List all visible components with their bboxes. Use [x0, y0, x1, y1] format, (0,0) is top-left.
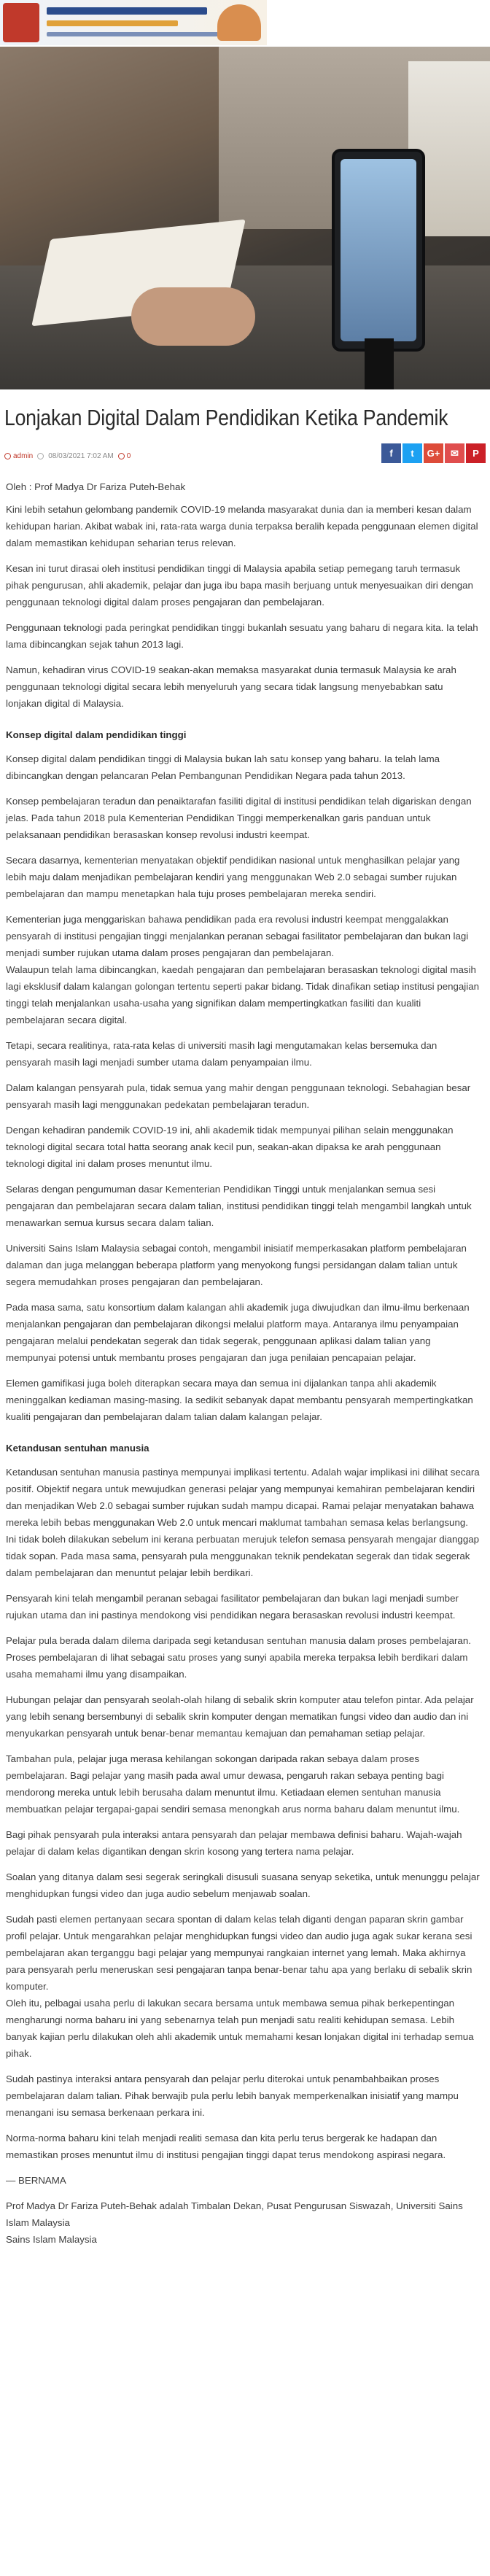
hero-shape	[341, 159, 416, 341]
paragraph: Norma-norma baharu kini telah menjadi realiti semasa dan kita perlu terus bergerak ke hadapan dan memastikan proses menuntut ilmu di institusi pengajian tinggi dapat terus mendokong aspirasi negara.	[6, 2133, 446, 2160]
paragraph: Elemen gamifikasi juga boleh diterapkan secara maya dan semua ini dijalankan tanpa ahli akademik meninggalkan kediaman masing-masing. Ia sedikit sebanyak dapat membantu pensyarah mempertingkatkan kualiti pengajaran dan pembelajaran dalam talian dalam kalangan pelajar.	[6, 1378, 473, 1422]
comment-count[interactable]	[118, 452, 131, 460]
hero-shape	[131, 287, 255, 346]
header-banner[interactable]	[0, 0, 267, 45]
banner-stripe	[47, 7, 207, 15]
paragraph: Oleh itu, pelbagai usaha perlu di lakukan secara bersama untuk membawa semua pihak berkepentingan mengharungi norma baharu ini yang sebenarnya telah pun menjadi satu realiti kehidupan semasa. Lebih banyak kajian perlu dilakukan oleh ahli akademik untuk memahami kesan lonjakan digital ini terhadap semua pihak.	[6, 1998, 474, 2059]
banner-logo	[3, 3, 39, 42]
featured-image	[0, 47, 490, 389]
author-bio: Prof Madya Dr Fariza Puteh-Behak adalah Timbalan Dekan, Pusat Pengurusan Siswazah, Universiti Sains Islam Malaysia	[6, 2200, 463, 2228]
banner-stripe	[47, 20, 178, 26]
pinterest-share-button[interactable]: P	[466, 443, 486, 463]
hero-shape	[332, 149, 425, 352]
comment-count-value[interactable]: 0	[126, 452, 131, 460]
paragraph: Tetapi, secara realitinya, rata-rata kelas di universiti masih lagi mengutamakan kelas bersemuka dan pensyarah masih lagi menjadi sumber utama dalam penyampaian ilmu.	[6, 1040, 438, 1068]
paragraph: Pelajar pula berada dalam dilema daripada segi ketandusan sentuhan manusia dalam proses pembelajaran. Proses pembelajaran di lihat sebagai satu proses yang sunyi apabila mereka terpaksa lebih berdikari dalam usaha memahami ilmu yang disampaikan.	[6, 1635, 471, 1680]
googleplus-share-button[interactable]: G+	[424, 443, 443, 463]
hero-shape	[365, 338, 394, 389]
paragraph: Kini lebih setahun gelombang pandemik COVID-19 melanda masyarakat dunia dan ia memberi kesan dalam kehidupan harian. Akibat wabak ini, rata-rata warga dunia terpaksa beralih kepada penggunaan elemen digital dalam memastikan kehidupan seharian terus relevan.	[6, 504, 478, 548]
user-icon	[4, 453, 11, 459]
clock-icon	[37, 453, 44, 459]
section-heading: Konsep digital dalam pendidikan tinggi	[6, 729, 187, 740]
paragraph: Sudah pasti elemen pertanyaan secara spontan di dalam kelas telah diganti dengan paparan skrin gambar profil pelajar. Untuk mengarahkan pelajar menghidupkan fungsi video dan audio juga agak sukar kerana sesi pembelajaran akan terganggu bagi pelajar yang mempunyai rangkaian internet yang lemah. Maka akhirnya para pensyarah perlu meneruskan sesi pengajaran tanpa benar-benar tahu apa yang berlaku di sebalik skrin komputer.	[6, 1914, 472, 1992]
paragraph: Soalan yang ditanya dalam sesi segerak seringkali disusuli suasana senyap seketika, untuk menunggu pelajar menghidupkan fungsi video dan juga audio sebelum menjawab soalan.	[6, 1871, 480, 1899]
banner-stripe	[47, 32, 222, 36]
comment-icon	[118, 453, 125, 459]
author-bio: Sains Islam Malaysia	[6, 2234, 97, 2245]
paragraph: Walaupun telah lama dibincangkan, kaedah pengajaran dan pembelajaran berasaskan teknologi digital masih lagi eksklusif dalam kalangan golongan tertentu seperti pakar bidang. Tidak dinafikan setiap institusi pengajian tinggi telah menjalankan usaha-usaha yang signifikan dalam mempertingkatkan fasiliti dan kualiti pembelajaran secara digital.	[6, 964, 480, 1025]
author-link[interactable]	[4, 452, 33, 460]
paragraph: Pada masa sama, satu konsortium dalam kalangan ahli akademik juga diwujudkan dan ilmu-ilmu berkenaan menjalankan pengajaran dan pembelajaran dikongsi melalui platform maya. Antaranya ilmu penyampaian pengajaran melalui pendekatan segerak dan tidak segerak, penggunaan aplikasi dalam talian yang mempunyai potensi untuk membantu proses pengajaran dan juga penilaian pencapaian pelajar.	[6, 1302, 470, 1363]
paragraph: Dengan kehadiran pandemik COVID-19 ini, ahli akademik tidak mempunyai pilihan selain menggunakan teknologi digital secara total hatta seorang anak kecil pun, seakan-akan dipaksa ke arah penggunaan teknologi digital ini dalam proses menuntut ilmu.	[6, 1125, 454, 1169]
paragraph: Kementerian juga menggariskan bahawa pendidikan pada era revolusi industri keempat menggalakkan pensyarah di institusi pengajian tinggi menjalankan peranan sebagai fasilitator pembelajaran dan bukan lagi menjadi sumber rujukan utama dalam proses pengajaran dan pembelajaran.	[6, 914, 469, 958]
paragraph: Konsep digital dalam pendidikan tinggi di Malaysia bukan lah satu konsep yang baharu. Ia telah lama dibincangkan dengan pelancaran Pelan Pembangunan Pendidikan Negara pada tahun 2013.	[6, 753, 440, 781]
paragraph: Dalam kalangan pensyarah pula, tidak semua yang mahir dengan penggunaan teknologi. Sebahagian besar pensyarah masih lagi menggunakan pedekatan pembelajaran teradun.	[6, 1082, 471, 1110]
paragraph: Sudah pastinya interaksi antara pensyarah dan pelajar perlu diterokai untuk penambahbaikan proses pembelajaran dalam talian. Pihak berwajib pula perlu lebih banyak memperkenalkan inisiatif yang mampu menangani isu semasa berkenaan perkara ini.	[6, 2073, 459, 2118]
banner-figure	[217, 4, 261, 41]
paragraph: Secara dasarnya, kementerian menyatakan objektif pendidikan nasional untuk menghasilkan pelajar yang lebih maju dalam menjadikan pembelajaran kendiri yang menggunakan Web 2.0 sebagai sumber rujukan pembelajaran dan mampu menetapkan hala tuju proses pembelajaran mereka sendiri.	[6, 855, 460, 899]
paragraph: Pensyarah kini telah mengambil peranan sebagai fasilitator pembelajaran dan bukan lagi menjadi sumber rujukan utama dan ini pastinya mendokong visi pendidikan negara berasaskan revolusi industri keempat.	[6, 1593, 459, 1621]
author-name[interactable]: admin	[13, 452, 34, 460]
post-datetime: 08/03/2021 7:02 AM	[48, 452, 114, 460]
paragraph: Penggunaan teknologi pada peringkat pendidikan tinggi bukanlah sesuatu yang baharu di negara kita. Ia telah lama dibincangkan sejak tahun 2013 lagi.	[6, 622, 478, 650]
paragraph: Selaras dengan pengumuman dasar Kementerian Pendidikan Tinggi untuk menjalankan semua sesi pengajaran dan pembelajaran secara dalam talian, institusi pendidikan tinggi telah mengambil langkah untuk menawarkan semua kursus secara dalam talian.	[6, 1184, 472, 1228]
paragraph: Hubungan pelajar dan pensyarah seolah-olah hilang di sebalik skrin komputer atau telefon pintar. Ada pelajar yang lebih senang bersembunyi di sebalik skrin komputer dengan mematikan fungsi video dan audio dan ini menyukarkan pensyarah untuk benar-benar memantau kemajuan dan pemahaman setiap pelajar.	[6, 1694, 474, 1739]
paragraph: Konsep pembelajaran teradun dan penaiktarafan fasiliti digital di institusi pendidikan telah digariskan dengan jelas. Pada tahun 2018 pula Kementerian Pendidikan Tinggi memperkenalkan garis panduan untuk pelaksanaan pendidikan berasaskan konsep revolusi industri keempat.	[6, 796, 472, 840]
paragraph: Namun, kehadiran virus COVID-19 seakan-akan memaksa masyarakat dunia termasuk Malaysia ke arah penggunaan teknologi digital secara lebih menyeluruh yang secara tidak langsung menyebabkan satu lonjakan digital di Malaysia.	[6, 664, 456, 709]
facebook-share-button[interactable]: f	[381, 443, 401, 463]
twitter-share-button[interactable]: t	[402, 443, 422, 463]
byline: Oleh : Prof Madya Dr Fariza Puteh-Behak	[6, 481, 186, 492]
paragraph: Universiti Sains Islam Malaysia sebagai contoh, mengambil inisiatif memperkasakan platform pembelajaran dalaman dan juga melanggan beberapa platform yang menyokong fungsi persidangan dalam talian untuk segera memudahkan proses pengajaran dan pembelajaran.	[6, 1243, 467, 1287]
article-meta	[4, 452, 131, 460]
section-heading: Ketandusan sentuhan manusia	[6, 1443, 149, 1454]
share-bar	[381, 443, 486, 463]
article-title: Lonjakan Digital Dalam Pendidikan Ketika Pandemik	[4, 405, 448, 430]
paragraph: Ketandusan sentuhan manusia pastinya mempunyai implikasi tertentu. Adalah wajar implikasi ini dilihat secara positif. Objektif negara untuk mewujudkan generasi pelajar yang mempunyai kemahiran pembelajaran kendiri dan menjadikan Web 2.0 sebagai sumber rujukan sudah mampu dicapai. Ramai pelajar menyatakan bahawa mereka lebih bebas menggunakan Web 2.0 untuk mencari maklumat tambahan semasa kelas berlangsung. Ini tidak boleh dilakukan sebelum ini kerana perbuatan merujuk telefon semasa pensyarah mengajar dianggap tidak sopan. Pada masa sama, pensyarah pula menggunakan teknik pendekatan segerak dan tidak segerak dalam pembelajaran dan menuntut pelajar lebih berdikari.	[6, 1467, 480, 1578]
source-credit: — BERNAMA	[6, 2175, 66, 2186]
paragraph: Bagi pihak pensyarah pula interaksi antara pensyarah dan pelajar membawa definisi baharu. Wajah-wajah pelajar di dalam kelas digantikan dengan skrin kosong yang tertera nama pelajar.	[6, 1829, 462, 1857]
paragraph: Tambahan pula, pelajar juga merasa kehilangan sokongan daripada rakan sebaya dalam proses pembelajaran. Bagi pelajar yang masih pada awal umur dewasa, pengaruh rakan sebaya penting bagi mendorong mereka untuk lebih berusaha dalam menuntut ilmu. Ketiadaan elemen sentuhan manusia membuatkan pelajar tergapai-gapai sendiri semasa menongkah arus norma baharu dalam menuntut ilmu.	[6, 1753, 460, 1815]
paragraph: Kesan ini turut dirasai oleh institusi pendidikan tinggi di Malaysia apabila setiap pemegang taruh termasuk pihak pengurusan, ahli akademik, pelajar dan juga ibu bapa masih berjuang untuk menyesuaikan diri dengan penggunaan teknologi digital dalam proses pengajaran dan pembelajaran.	[6, 563, 473, 608]
email-share-button[interactable]: ✉	[445, 443, 464, 463]
article-body	[6, 478, 480, 2248]
